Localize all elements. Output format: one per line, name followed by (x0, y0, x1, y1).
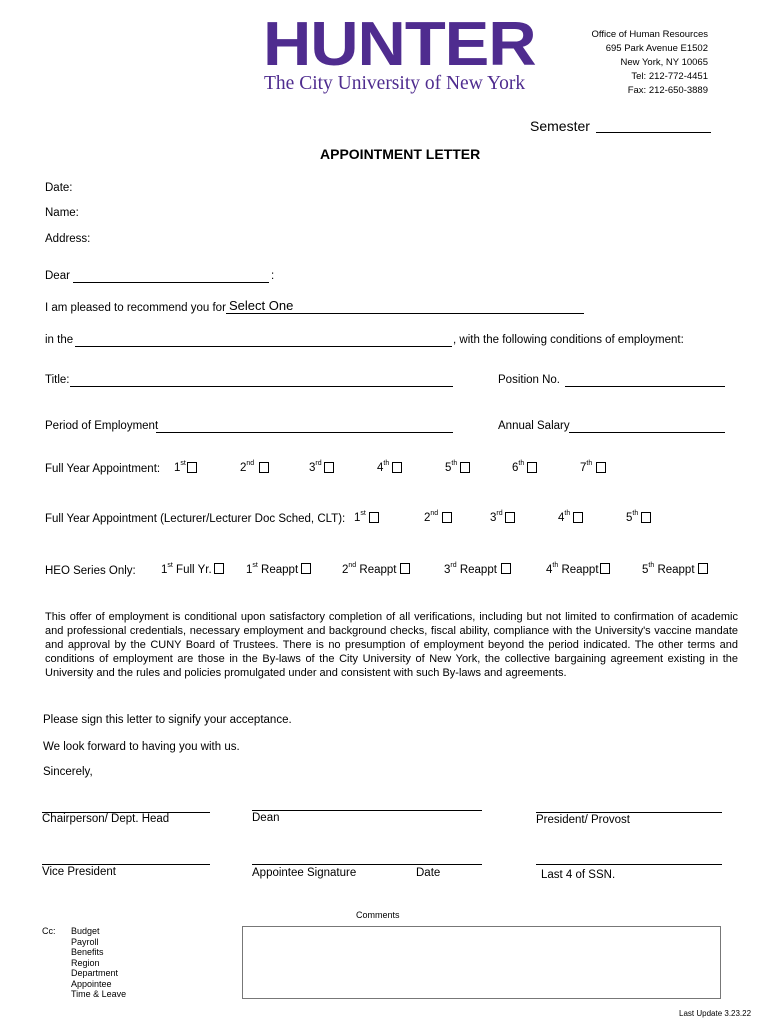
cc-item: Budget (71, 926, 100, 936)
heo-checkbox-5[interactable] (600, 563, 610, 574)
heo-option-3: 2nd Reappt (342, 562, 397, 576)
full-year-option-4: 4th (377, 460, 390, 474)
lecturer-checkbox-5[interactable] (641, 512, 651, 523)
cc-item: Time & Leave (71, 989, 127, 999)
page-title: APPOINTMENT LETTER (320, 146, 481, 162)
vp-label: Vice President (42, 866, 116, 878)
full-year-checkbox-1[interactable] (187, 462, 197, 473)
position-label: Position No. (498, 374, 561, 386)
position-field[interactable] (565, 386, 725, 387)
lecturer-option-5: 5th (626, 510, 639, 524)
last-update: Last Update 3.23.22 (679, 1009, 752, 1018)
lecturer-option-3: 3rd (490, 510, 503, 524)
cc-item: Payroll (71, 936, 99, 947)
cc-item: Region (71, 957, 100, 968)
lecturer-option-2: 2nd (424, 510, 439, 524)
heo-checkbox-2[interactable] (301, 563, 311, 574)
dear-colon: : (271, 270, 275, 282)
cc-list (71, 926, 126, 1000)
office-line: Tel: 212-772-4451 (631, 71, 708, 82)
president-signature-line[interactable] (536, 812, 722, 813)
recommend-field-line (226, 313, 584, 314)
full-year-checkbox-3[interactable] (324, 462, 334, 473)
salary-field[interactable] (569, 432, 725, 433)
title-field[interactable] (70, 386, 453, 387)
name-label: Name: (45, 207, 79, 219)
full-year-checkbox-4[interactable] (392, 462, 402, 473)
conditions-label: , with the following conditions of employment: (453, 334, 684, 346)
cc-item: Appointee (71, 978, 112, 989)
heo-checkbox-6[interactable] (698, 563, 708, 574)
heo-checkbox-4[interactable] (501, 563, 511, 574)
office-line: Fax: 212-650-3889 (627, 85, 708, 96)
forward-text: We look forward to having you with us. (43, 741, 240, 753)
full-year-label: Full Year Appointment: (45, 463, 161, 475)
full-year-checkbox-6[interactable] (527, 462, 537, 473)
university-name: The City University of New York (264, 73, 526, 94)
department-field[interactable] (75, 346, 452, 347)
dean-signature-line[interactable] (252, 810, 482, 811)
heo-checkbox-3[interactable] (400, 563, 410, 574)
date-label: Date: (45, 182, 73, 194)
lecturer-checkbox-1[interactable] (369, 512, 379, 523)
dear-field[interactable] (73, 282, 269, 283)
full-year-option-3: 3rd (309, 460, 322, 474)
appointee-label: Appointee Signature (252, 867, 357, 879)
full-year-checkbox-5[interactable] (460, 462, 470, 473)
comments-label: Comments (356, 910, 400, 920)
cc-item: Benefits (71, 947, 104, 957)
ssn-label: Last 4 of SSN. (541, 869, 616, 881)
heo-option-6: 5th Reappt (642, 562, 695, 576)
in-the-label: in the (45, 334, 74, 346)
full-year-checkbox-7[interactable] (596, 462, 606, 473)
sincerely-text: Sincerely, (43, 766, 93, 778)
lecturer-option-4: 4th (558, 510, 571, 524)
office-address (591, 28, 708, 98)
dear-label: Dear (45, 270, 70, 282)
heo-option-2: 1st Reappt (246, 562, 299, 576)
salary-label: Annual Salary (498, 420, 570, 432)
sign-instruction: Please sign this letter to signify your acceptance. (43, 714, 292, 726)
heo-checkbox-1[interactable] (214, 563, 224, 574)
full-year-checkbox-2[interactable] (259, 462, 269, 473)
chair-label: Chairperson/ Dept. Head (42, 813, 170, 825)
recommend-select[interactable]: Select One (229, 298, 294, 313)
lecturer-label: Full Year Appointment (Lecturer/Lecturer Doc Sched, CLT): (45, 513, 346, 525)
address-label: Address: (45, 233, 91, 245)
semester-label: Semester (530, 118, 590, 134)
lecturer-checkbox-3[interactable] (505, 512, 515, 523)
vp-signature-line[interactable] (42, 864, 210, 865)
conditions-paragraph: This offer of employment is conditional upon satisfactory completion of all verifications, including but not limited to confirmation of academic and professional credentials, necessary employment and background checks, fiscal ability, compliance with the University's vaccine mandate and approval by the CUNY Board of Trustees. There is no presumption of employment beyond the period indicated. The other terms and conditions of employment are those in the By-laws of the City University of New York, the collective bargaining agreement existing in the University and the rules and policies promulgated under and consistent with such By-laws and agreements. (45, 611, 738, 679)
recommend-label: I am pleased to recommend you for (45, 302, 226, 314)
cc-label: Cc: (42, 926, 56, 936)
ssn-line[interactable] (536, 864, 722, 865)
hunter-logo: HUNTER (263, 10, 536, 79)
date-signature-label: Date (416, 867, 441, 879)
lecturer-option-1: 1st (354, 510, 366, 524)
cc-item: Department (71, 968, 119, 978)
lecturer-checkbox-2[interactable] (442, 512, 452, 523)
title-label: Title: (45, 374, 70, 386)
period-field[interactable] (156, 432, 453, 433)
dean-label: Dean (252, 812, 280, 824)
president-label: President/ Provost (536, 814, 630, 826)
semester-field[interactable] (596, 132, 711, 133)
full-year-option-7: 7th (580, 460, 593, 474)
appointee-signature-line[interactable] (252, 864, 482, 865)
lecturer-checkbox-4[interactable] (573, 512, 583, 523)
heo-label: HEO Series Only: (45, 565, 136, 577)
heo-option-4: 3rd Reappt (444, 562, 497, 576)
office-line: 695 Park Avenue E1502 (605, 43, 708, 54)
period-label: Period of Employment (45, 420, 159, 432)
heo-option-1: 1st Full Yr. (161, 562, 212, 576)
full-year-option-6: 6th (512, 460, 525, 474)
office-line: New York, NY 10065 (620, 57, 708, 68)
full-year-option-2: 2nd (240, 460, 255, 474)
office-line: Office of Human Resources (591, 29, 708, 40)
comments-box[interactable] (242, 926, 721, 999)
full-year-option-1: 1st (174, 460, 186, 474)
heo-option-5: 4th Reappt (546, 562, 599, 576)
full-year-option-5: 5th (445, 460, 458, 474)
